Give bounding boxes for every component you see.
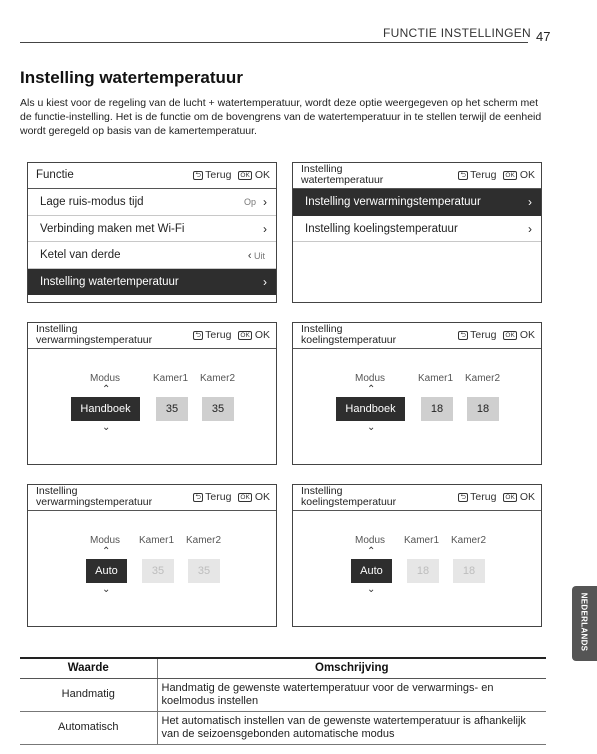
- room2-temperature[interactable]: 18: [467, 397, 499, 421]
- panel-title: Instelling koelingstemperatuur: [301, 485, 397, 508]
- mode-up-arrow-icon[interactable]: ⌃: [367, 384, 376, 395]
- room1-temperature: 18: [407, 559, 439, 583]
- room1-label: Kamer1: [418, 373, 454, 384]
- back-button[interactable]: ⮌ Terug: [458, 169, 496, 181]
- column-header: Omschrijving: [157, 658, 546, 678]
- menu-item-wifi[interactable]: Verbinding maken met Wi-Fi ›: [28, 216, 276, 243]
- header-buttons: [458, 329, 535, 341]
- page-title: Instelling watertemperatuur: [20, 68, 243, 87]
- room2-label: Kamer2: [200, 373, 236, 384]
- ok-button[interactable]: OK OK: [240, 491, 270, 503]
- room1-temperature: 35: [142, 559, 174, 583]
- heating-auto-panel: [27, 484, 277, 627]
- mode-selector[interactable]: Auto: [86, 559, 127, 583]
- header-buttons: [458, 491, 535, 503]
- panel-header: [28, 323, 276, 349]
- chevron-left-icon: ‹: [247, 250, 252, 262]
- column-header: Waarde: [20, 658, 157, 678]
- header-rule: [20, 42, 528, 43]
- ok-icon: OK: [505, 331, 515, 339]
- mode-down-arrow-icon[interactable]: ⌄: [102, 422, 111, 433]
- language-side-tab: [572, 586, 597, 661]
- mode-label: Modus: [355, 373, 386, 384]
- side-tab-label: NEDERLANDS: [579, 592, 589, 652]
- panel-title: Instelling koelingstemperatuur: [301, 323, 397, 346]
- mode-label: Modus: [355, 535, 386, 546]
- ok-button[interactable]: OK OK: [240, 169, 270, 181]
- panel-header: [28, 485, 276, 511]
- menu-item-water-temperature[interactable]: Instelling watertemperatuur ›: [28, 269, 276, 296]
- table-cell: Automatisch: [20, 711, 157, 744]
- back-arrow-icon: ⮌: [458, 331, 468, 340]
- mode-selector[interactable]: Handboek: [71, 397, 140, 421]
- mode-up-arrow-icon[interactable]: ⌃: [367, 546, 376, 557]
- panel-header: [293, 323, 541, 349]
- intro-paragraph: Als u kiest voor de regeling van de lucht + watertemperatuur, wordt deze optie weergegeven op het scherm met de functie-instelling. Het is de functie om de bovengrens van de watertemperatuur in te stellen terwijl de eenheid wordt geregeld op basis van de kamertemperatuur.: [20, 97, 542, 137]
- mode-selector[interactable]: Auto: [351, 559, 392, 583]
- room2-temperature: 18: [453, 559, 485, 583]
- room2-label: Kamer2: [451, 535, 487, 546]
- panel-title: Functie: [36, 169, 74, 181]
- header-buttons: [193, 491, 270, 503]
- panel-header: [293, 163, 541, 189]
- mode-up-arrow-icon[interactable]: ⌃: [102, 546, 111, 557]
- room2-temperature: 35: [188, 559, 220, 583]
- cooling-auto-panel: [292, 484, 542, 627]
- panel-header: [28, 163, 276, 189]
- back-arrow-icon: ⮌: [193, 171, 203, 180]
- values-table: [20, 657, 546, 745]
- heating-manual-panel: [27, 322, 277, 465]
- chevron-right-icon: ›: [528, 195, 532, 209]
- functie-panel: [27, 162, 277, 303]
- menu-item-third-party-boiler[interactable]: Ketel van derde ‹ Uit: [28, 242, 276, 269]
- chevron-right-icon: ›: [263, 274, 267, 289]
- room2-label: Kamer2: [465, 373, 501, 384]
- room1-label: Kamer1: [404, 535, 440, 546]
- mode-label: Modus: [90, 373, 121, 384]
- mode-down-arrow-icon[interactable]: ⌄: [367, 422, 376, 433]
- back-arrow-icon: ⮌: [193, 493, 203, 502]
- back-button[interactable]: ⮌ Terug: [458, 329, 496, 341]
- back-button[interactable]: ⮌ Terug: [458, 491, 496, 503]
- room2-temperature[interactable]: 35: [202, 397, 234, 421]
- back-arrow-icon: ⮌: [458, 493, 468, 502]
- chevron-right-icon: ›: [263, 195, 267, 209]
- table-cell: Handmatig de gewenste watertemperatuur voor de verwarmings- en koelmodus instellen: [157, 678, 546, 711]
- ok-button[interactable]: OK OK: [505, 491, 535, 503]
- back-button[interactable]: ⮌ Terug: [193, 329, 231, 341]
- page-number: 47: [536, 29, 551, 44]
- table-row: [20, 678, 546, 711]
- ok-button[interactable]: OK OK: [240, 329, 270, 341]
- ok-button[interactable]: OK OK: [505, 329, 535, 341]
- header-buttons: [193, 329, 270, 341]
- back-button[interactable]: ⮌ Terug: [193, 169, 231, 181]
- menu-item-value: ‹ Uit: [247, 250, 265, 262]
- table-cell: Het automatisch instellen van de gewenste watertemperatuur is afhankelijk van de seizoensgebonden automatische modus: [157, 711, 546, 744]
- ok-icon: OK: [240, 331, 250, 339]
- chevron-right-icon: ›: [263, 221, 267, 236]
- panel-title: Instelling verwarmingstemperatuur: [36, 485, 153, 508]
- ok-icon: OK: [240, 171, 250, 179]
- ok-button[interactable]: OK OK: [505, 169, 535, 181]
- mode-selector[interactable]: Handboek: [336, 397, 405, 421]
- room1-label: Kamer1: [139, 535, 175, 546]
- table-cell: Handmatig: [20, 678, 157, 711]
- ok-icon: OK: [505, 493, 515, 501]
- cooling-manual-panel: [292, 322, 542, 465]
- header-buttons: [193, 169, 270, 181]
- room1-label: Kamer1: [153, 373, 189, 384]
- room1-temperature[interactable]: 18: [421, 397, 453, 421]
- header-buttons: [458, 169, 535, 181]
- panel-title: Instelling verwarmingstemperatuur: [36, 323, 153, 346]
- water-temperature-panel: [292, 162, 542, 303]
- mode-down-arrow-icon[interactable]: ⌄: [367, 584, 376, 595]
- table-row: [20, 711, 546, 744]
- menu-item-heating-temperature[interactable]: Instelling verwarmingstemperatuur ›: [293, 189, 541, 216]
- back-arrow-icon: ⮌: [193, 331, 203, 340]
- panel-header: [293, 485, 541, 511]
- mode-down-arrow-icon[interactable]: ⌄: [102, 584, 111, 595]
- menu-item-value: Op: [243, 197, 256, 207]
- table-header-row: [20, 658, 546, 678]
- mode-label: Modus: [90, 535, 121, 546]
- chevron-right-icon: ›: [528, 221, 532, 236]
- section-header-title: FUNCTIE INSTELLINGEN: [383, 26, 532, 40]
- menu-item-cooling-temperature[interactable]: Instelling koelingstemperatuur ›: [293, 216, 541, 243]
- room2-label: Kamer2: [186, 535, 222, 546]
- ok-icon: OK: [505, 171, 515, 179]
- room1-temperature[interactable]: 35: [156, 397, 188, 421]
- menu-item-low-noise[interactable]: Lage ruis-modus tijd Op ›: [28, 189, 276, 216]
- ok-icon: OK: [240, 493, 250, 501]
- back-arrow-icon: ⮌: [458, 171, 468, 180]
- panel-title: Instelling watertemperatuur: [301, 163, 384, 186]
- mode-up-arrow-icon[interactable]: ⌃: [102, 384, 111, 395]
- back-button[interactable]: ⮌ Terug: [193, 491, 231, 503]
